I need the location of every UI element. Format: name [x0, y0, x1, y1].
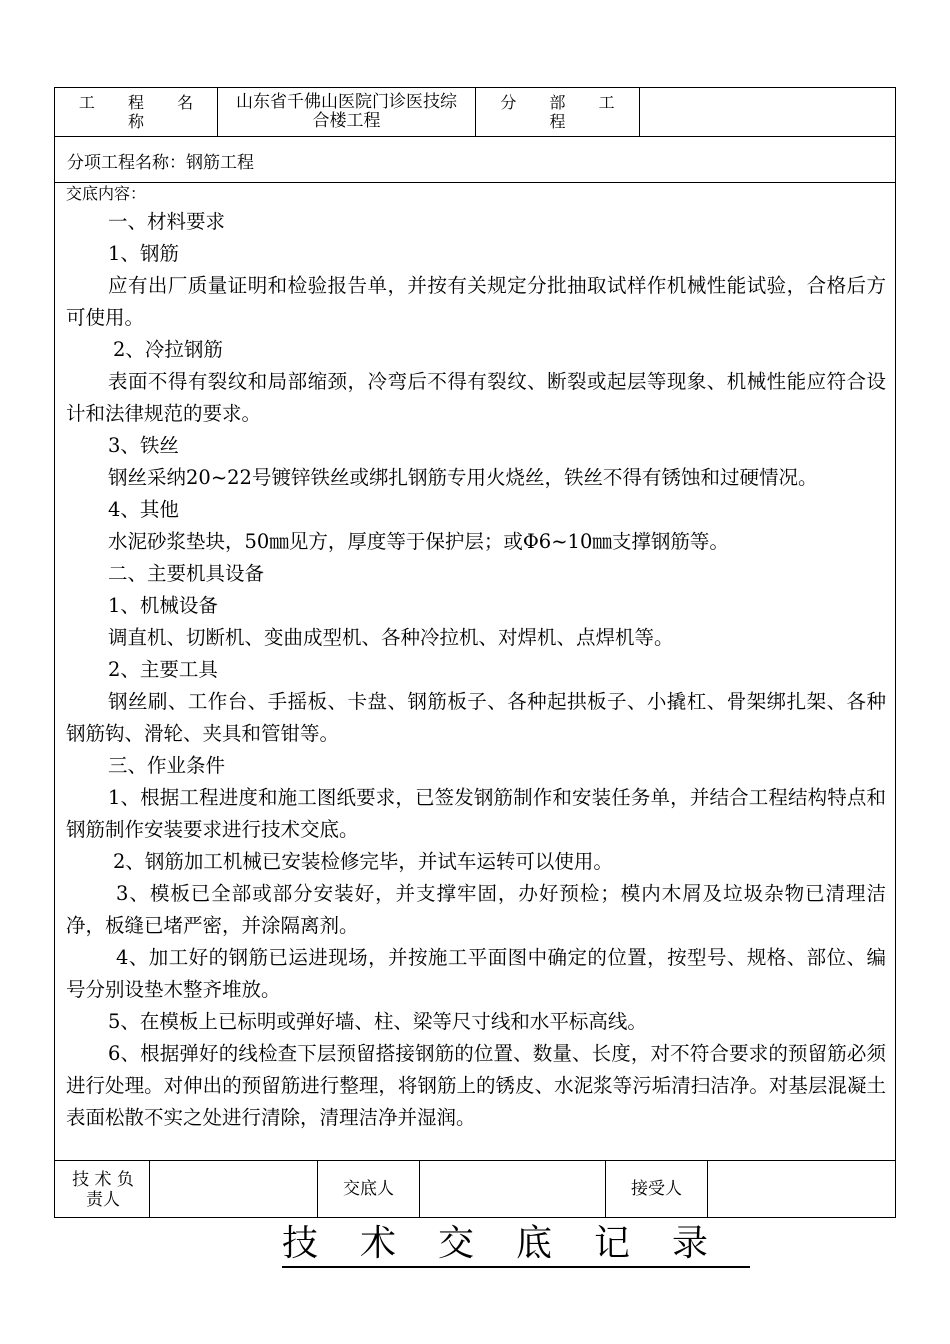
paragraph: 应有出厂质量证明和检验报告单，并按有关规定分批抽取试样作机械性能试验，合格后方可使用。 [66, 274, 886, 329]
section-heading: 二、主要机具设备 [108, 562, 265, 585]
paragraph: 2、钢筋加工机械已安装检修完毕，并试车运转可以使用。 [113, 850, 613, 873]
tech-lead-label: 技 术 负责人 [72, 1169, 134, 1210]
item-heading: 4、其他 [108, 498, 179, 521]
item-heading: 1、机械设备 [108, 594, 218, 617]
item-heading: 2、冷拉钢筋 [113, 338, 223, 361]
discloser-value [420, 1161, 605, 1218]
tech-lead-value [150, 1161, 317, 1218]
discloser-label: 交底人 [343, 1179, 394, 1199]
paragraph: 4、加工好的钢筋已运进现场，并按施工平面图中确定的位置，按型号、规格、部位、编号分别设垫木整齐堆放。 [66, 946, 886, 1001]
paragraph: 钢丝刷、工作台、手摇板、卡盘、钢筋板子、各种起拱板子、小撬杠、骨架绑扎架、各种钢筋钩、滑轮、夹具和管钳等。 [66, 690, 886, 745]
paragraph: 6、根据弹好的线检查下层预留搭接钢筋的位置、数量、长度，对不符合要求的预留筋必须进行处理。对伸出的预留筋进行整理，将钢筋上的锈皮、水泥浆等污垢清扫洁净。对基层混凝土表面松散不实之处进行清除，清理洁净并湿润。 [66, 1042, 886, 1129]
row-divider [55, 182, 895, 183]
item-heading: 3、铁丝 [108, 434, 179, 457]
project-name-value: 山东省千佛山医院门诊医技综合楼工程 [236, 92, 457, 131]
project-name-label: 工 程 名 称 [78, 93, 208, 131]
content-label: 交底内容： [66, 184, 147, 203]
paragraph: 钢丝采纳20~22号镀锌铁丝或绑扎钢筋专用火烧丝，铁丝不得有锈蚀和过硬情况。 [108, 466, 818, 489]
paragraph: 5、在模板上已标明或弹好墙、柱、梁等尺寸线和水平标高线。 [108, 1010, 647, 1033]
section-heading: 三、作业条件 [108, 754, 226, 777]
item-heading: 2、主要工具 [108, 658, 218, 681]
paragraph: 1、根据工程进度和施工图纸要求，已签发钢筋制作和安装任务单，并结合工程结构特点和钢筋制作安装要求进行技术交底。 [66, 786, 886, 841]
paragraph: 表面不得有裂纹和局部缩颈，冷弯后不得有裂纹、断裂或起层等现象、机械性能应符合设计和法律规范的要求。 [66, 370, 886, 425]
receiver-value [708, 1161, 895, 1218]
disclosure-content [66, 184, 886, 1134]
document-title: 技术交底记录 [282, 1222, 750, 1268]
paragraph: 水泥砂浆垫块，50㎜见方，厚度等于保护层；或Φ6~10㎜支撑钢筋等。 [108, 530, 729, 553]
sub-item-name: 分项工程名称：钢筋工程 [67, 153, 254, 173]
division-label: 分 部 工 程 [500, 93, 629, 131]
receiver-label: 接受人 [631, 1179, 682, 1199]
paragraph: 3、模板已全部或部分安装好，并支撑牢固，办好预检；模内木屑及垃圾杂物已清理洁净，板缝已堵严密，并涂隔离剂。 [66, 882, 886, 937]
item-heading: 1、钢筋 [108, 242, 179, 265]
division-value [640, 88, 895, 136]
section-heading: 一、材料要求 [108, 210, 226, 233]
row-divider [55, 136, 895, 137]
paragraph: 调直机、切断机、变曲成型机、各种冷拉机、对焊机、点焊机等。 [108, 626, 674, 649]
disclosure-form [54, 87, 896, 1218]
